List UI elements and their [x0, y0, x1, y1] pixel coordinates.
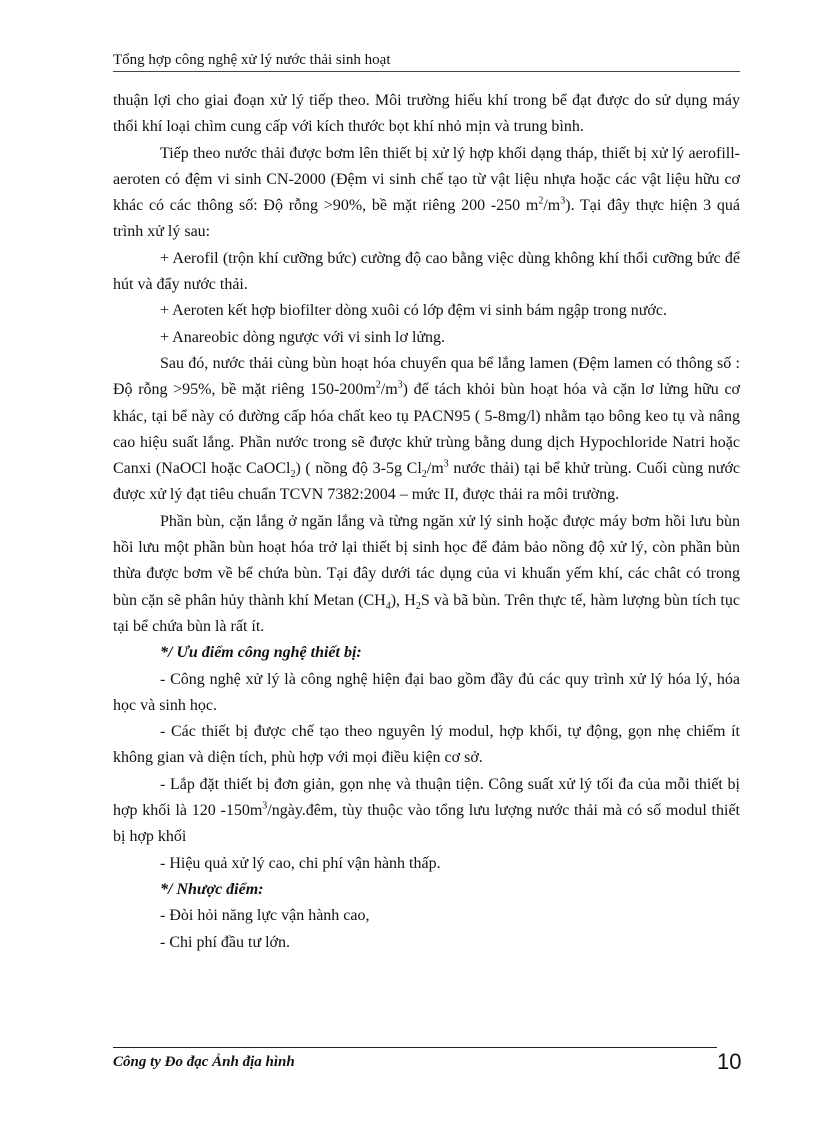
list-item: - Chi phí đầu tư lớn. — [160, 933, 291, 951]
paragraph: Phần bùn, cặn lắng ở ngăn lắng và từng ngăn xử lý sinh hoặc được máy bơm hồi lưu bùn hồi lưu một phần bùn hoạt hóa trở lại thiết bị sinh học để đảm bảo nồng độ xử lý, còn phần bùn thừa được bơm về bể chứa bùn. Tại đây dưới tác dụng của vi khuẩn yếm khí, các chât có trong bùn cặn sẽ phân hủy thành khí Metan $(CH_4)$, $H_2S$ và bã bùn. Trên thực tế, hàm lượng bùn tích tục tại bể chứa bùn là rất ít. — [113, 512, 740, 635]
bullet-item: + Aerofil (trộn khí cưỡng bức) cường độ cao bằng việc dùng không khí thổi cưỡng bức để hút và đẩy nước thải. — [113, 249, 740, 294]
bullet-item: + Aeroten kết hợp biofilter dòng xuôi có lớp đệm vi sinh bám ngập trong nước. — [160, 302, 667, 320]
paragraph: Sau đó, nước thải cùng bùn hoạt hóa chuyển qua bể lắng lamen (Đệm lamen có thông số : Độ rỗng >95%, bề mặt riêng $150-200m^2/m^3$) để tách khỏi bùn hoạt hóa và cặn lơ lửng hữu cơ khác, tại bể này có đường cấp hóa chất keo tụ PACN95 ( 5-8mg/l) nhằm tạo bông keo tụ và nâng cao hiệu suất lắng. Phần nước trong sẽ được khử trùng bằng dung dịch Hypochloride Natri hoặc Canxi (NaOCl hoặc CaOCl$_2$) ( nồng độ 3-5g $Cl_2/m^3$ nước thải) tại bể khử trùng. Cuối cùng nước được xử lý đạt tiêu chuẩn TCVN 7382:2004 – mức II, được thải ra môi trường. — [113, 354, 741, 504]
document-body — [113, 88, 740, 956]
section-heading-advantages: */ Ưu điểm công nghệ thiết bị: — [160, 644, 362, 662]
footer-company: Công ty Đo đạc Ảnh địa hình — [113, 1054, 295, 1070]
footer-divider — [113, 1047, 717, 1048]
list-item: - Hiệu quả xử lý cao, chi phí vận hành thấp. — [160, 854, 441, 872]
page-number: 10 — [717, 1049, 742, 1074]
section-heading-disadvantages: */ Nhược điểm: — [160, 880, 264, 898]
paragraph: Tiếp theo nước thải được bơm lên thiết bị xử lý hợp khối dạng tháp, thiết bị xử lý aerofill-aeroten có đệm vi sinh CN-2000 (Đệm vi sinh chế tạo từ vật liệu nhựa hoặc các vật liệu hữu cơ khác có các thông số: Độ rỗng >90%, bề mặt riêng 200 -250 $m^2/m^3$). Tại đây thực hiện 3 quá trình xử lý sau: — [113, 144, 741, 241]
list-item: - Đòi hỏi năng lực vận hành cao, — [160, 907, 370, 925]
bullet-item: + Anareobic dòng ngược với vi sinh lơ lửng. — [160, 328, 446, 346]
list-item: - Công nghệ xử lý là công nghệ hiện đại bao gồm đầy đủ các quy trình xử lý hóa lý, hóa học và sinh học. — [113, 670, 740, 714]
list-item: - Các thiết bị được chế tạo theo nguyên lý modul, hợp khối, tự động, gọn nhẹ chiếm ít không gian và diện tích, phù hợp với mọi điều kiện cơ sở. — [113, 723, 740, 767]
page-header: Tổng hợp công nghệ xử lý nước thải sinh hoạt — [113, 50, 740, 72]
paragraph: thuận lợi cho giai đoạn xử lý tiếp theo. Môi trường hiếu khí trong bể đạt được do sử dụng máy thổi khí loại chìm cung cấp với kích thước bọt khí nhỏ mịn và trung bình. — [113, 92, 740, 136]
list-item: - Lắp đặt thiết bị đơn giản, gọn nhẹ và thuận tiện. Công suất xử lý tối đa của mỗi thiết bị hợp khối là 120 $-150m^3/ngày.đêm$, tùy thuộc vào tổng lưu lượng nước thải mà có số modul thiết bị hợp khối — [113, 775, 740, 846]
